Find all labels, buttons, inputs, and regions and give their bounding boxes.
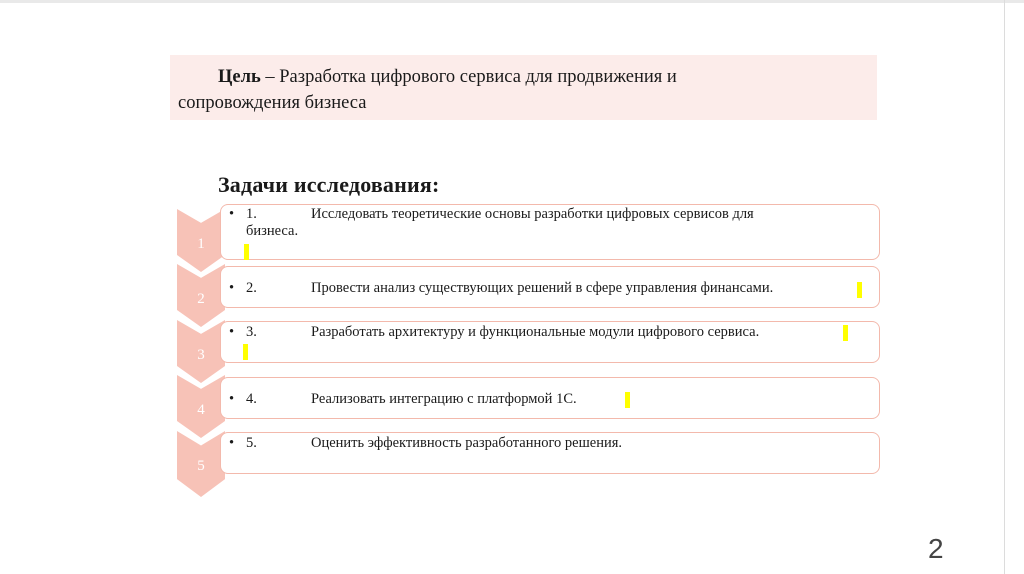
task-line-1b: бизнеса. (246, 223, 299, 239)
step-number-5: 5 (197, 458, 205, 474)
goal-text-line1: – Разработка цифрового сервиса для продвижения и (260, 67, 677, 87)
goal-label: Цель (218, 67, 261, 87)
task-number-5: 5. (246, 435, 257, 451)
tasks-heading: Задачи исследования: (218, 172, 440, 197)
task-number-3: 3. (246, 324, 257, 340)
page-number: 2 (928, 533, 944, 564)
step-number-3: 3 (197, 347, 205, 363)
task-line-5: Оценить эффективность разработанного решения. (311, 435, 623, 451)
task-number-4: 4. (246, 391, 257, 407)
right-frame-line (1004, 0, 1005, 574)
task-number-1: 1. (246, 206, 257, 222)
highlight-mark-4 (625, 392, 630, 408)
bullet-3: • (229, 324, 235, 340)
step-number-1: 1 (197, 236, 205, 252)
bullet-1: • (229, 206, 235, 222)
task-line-3: Разработать архитектуру и функциональные модули цифрового сервиса. (311, 324, 760, 340)
task-line-1a: Исследовать теоретические основы разработки цифровых сервисов для (311, 206, 754, 222)
top-edge-line (0, 0, 1024, 3)
bullet-5: • (229, 435, 235, 451)
highlight-mark-3a (843, 325, 848, 341)
task-line-2: Провести анализ существующих решений в сфере управления финансами. (311, 280, 774, 296)
task-line-4: Реализовать интеграцию с платформой 1С. (311, 391, 577, 407)
step-number-2: 2 (197, 291, 205, 307)
step-number-4: 4 (197, 402, 205, 418)
goal-text-line2: сопровождения бизнеса (178, 93, 367, 113)
highlight-mark-3b (243, 344, 248, 360)
goal-box (170, 55, 877, 120)
bullet-2: • (229, 280, 235, 296)
highlight-mark-1 (244, 244, 249, 260)
bullet-4: • (229, 391, 235, 407)
highlight-mark-2 (857, 282, 862, 298)
task-number-2: 2. (246, 280, 257, 296)
